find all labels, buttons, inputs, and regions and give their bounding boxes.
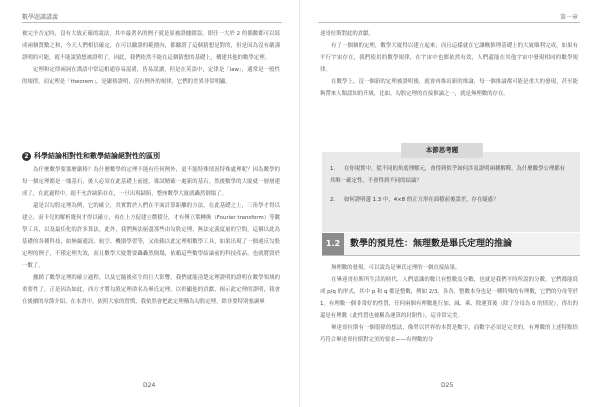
paragraph: 為什麼數學要那麼嚴格？為什麼數學的定理不能有任何例外，更不能特殊情況特殊處理呢？因為數學的每一個定理都是一塊基石，後人必須在此基礎上前進，導試精確一處新的基石。然後數學的大廈就一層層建成了，在此過程中，絕不允許缺陷存在，一旦出現缺陷，整座數學大廈就轟然倒塌了。 <box>22 167 280 197</box>
question-number: 1. <box>330 166 336 172</box>
page-number-left: D24 <box>143 382 156 389</box>
paragraph: 畢達哥拉斯有一個很偉的想法，像勞以世界的本質是數字，而數字必須是完美的，有理數的上述特點恰巧符合畢達哥拉斯對完美的要求——有理數的分 <box>320 325 578 343</box>
section-title: 數學的預見性：無理數是畢氏定理的推論 <box>350 239 513 249</box>
question-text: 在你現實中，從不同的角度理解元，會得到似乎如何涉及證明兩種解釋，為什麼數學公理都有其唯一確定性，不會得到不同的結論？ <box>330 166 566 184</box>
section-number: 1.2 <box>322 233 344 255</box>
right-body-bottom <box>320 262 578 346</box>
paragraph: 有了一個個的定理，數學大廈得以建立起來；而且這樣就在它讓概推理基礎上的大廈順利完成，如果有平行宇宙存在，我們使用的數學規律，在宇宙中也都依然有效，人們還能在其他宇宙中發現相同的數學規律。 <box>320 43 578 73</box>
paragraph: 還是以勾股定理為例，它的確立，其實對於人們在平面計算距離的方法。在此基礎之上，三角學才得以建立，而卡兒的解析幾何才得以確立，再在上方促建立微積分，才有傅立葉轉換（Fourier transform）等數學工具，以及最佳化的許多算法。此外，我們無法窮盡那些由勾股定理，無法定義度量的空間，這個以此為基礎的各種科技，如無線通訊、航空、機器學習等，又依賴以此定理相數學工具，如果出現了一個違反勾股定理的例子，不僅定理失效，而且數學大廈將要轟轟然倒塌，依賴這些數學結論前的科技產品，也就將毀於一數了。 <box>22 203 280 269</box>
question-text: 如何證明邊 1.3 中，4×8 的正方形在面積前後誤差，存在疑惑？ <box>344 197 499 203</box>
left-body-bottom <box>22 164 280 308</box>
paragraph: 達哥拉斯對此的貢獻。 <box>320 31 374 37</box>
question-number: 2. <box>330 197 336 203</box>
left-body-top <box>22 28 280 88</box>
running-head-left: 數學題識講義 <box>22 14 59 21</box>
subhead-title: 科學結論相對性和數學結論絕對性的區別 <box>34 152 160 160</box>
paragraph: 無理數的發現，可以說為是畢氏定理的一個直接結果。 <box>331 265 461 271</box>
paragraph: 在畢達哥拉斯所生活的時代，人們認識的數只有整數及分數，也就是我們平時所說的分數，它們都能寫成 p/q 的形式，其中 p 和 q 都是整數，例如 2/3，各各，整數本身也是一種特殊的有理數，它們的分母等於 1。有理數一個非常好的性質，任何兩個有理數進行加、減、乘、除運算後（除了分母為 0 的情況），得出的還是有理數（此性質也被稱為運算的封閉性），這非常完美。 <box>320 277 578 319</box>
book-gutter <box>299 0 300 407</box>
header-rule-right <box>318 22 580 23</box>
think-questions-title: 本節思考題 <box>401 143 483 158</box>
right-body-top <box>320 28 578 100</box>
subheading <box>22 151 160 161</box>
question-item <box>330 163 570 187</box>
paragraph: 在數學上，沒一個新的定理被證明後，就會再推出新的推論，每一個推論都可能是重大的發現，甚至能夠帶來人類認知的升級，比如，勾股定理的直接推論之一，就是無理數的存在。 <box>320 79 578 97</box>
paragraph: 定理和定律兩詞在漢語中常這相通容易混淆，皆易誤讀，但是在英語中，定律是「law」，通常是一般性的規律，而定理是「theorem」，是嚴格證明，沒有例外的規律，它們的差異非常明顯。 <box>22 67 280 85</box>
paragraph: 撤銷了數學定理的確立過程，以及它隨後產生的巨大影響，我們就能清楚定理證明的證明在數學領域的重要性了，正是因為如此，西方才將勾股定理命名為畢氏定理，以彰顯他的貢獻，揭示此定理的證明，我會在後續的章節介紹，在本書中，依照大家的習慣，我依然會把此定理稱為勾股定理，除非要特別強調畢 <box>22 275 280 305</box>
header-rule-left <box>22 22 282 23</box>
running-head-right: 第一章 <box>560 14 579 21</box>
subhead-number-badge: 2 <box>22 152 31 161</box>
question-item <box>330 194 570 206</box>
page-number-right: D25 <box>441 382 454 389</box>
paragraph: 被完全否定時，沒有大致正確的說法，其中最著名的例子就是原被證據錯誤，即任一大於 2 的偶數都可以寫成兩個質數之和，今天人們相信確定，在可以驗證的範圍內，都驗證了這個猜想是對的，但是因為沒有嚴謹證明的可能，就不能說猜想被證明了。因此，我們依然不能在這個猜想的基礎上，構建其他的數學定理。 <box>22 31 280 61</box>
